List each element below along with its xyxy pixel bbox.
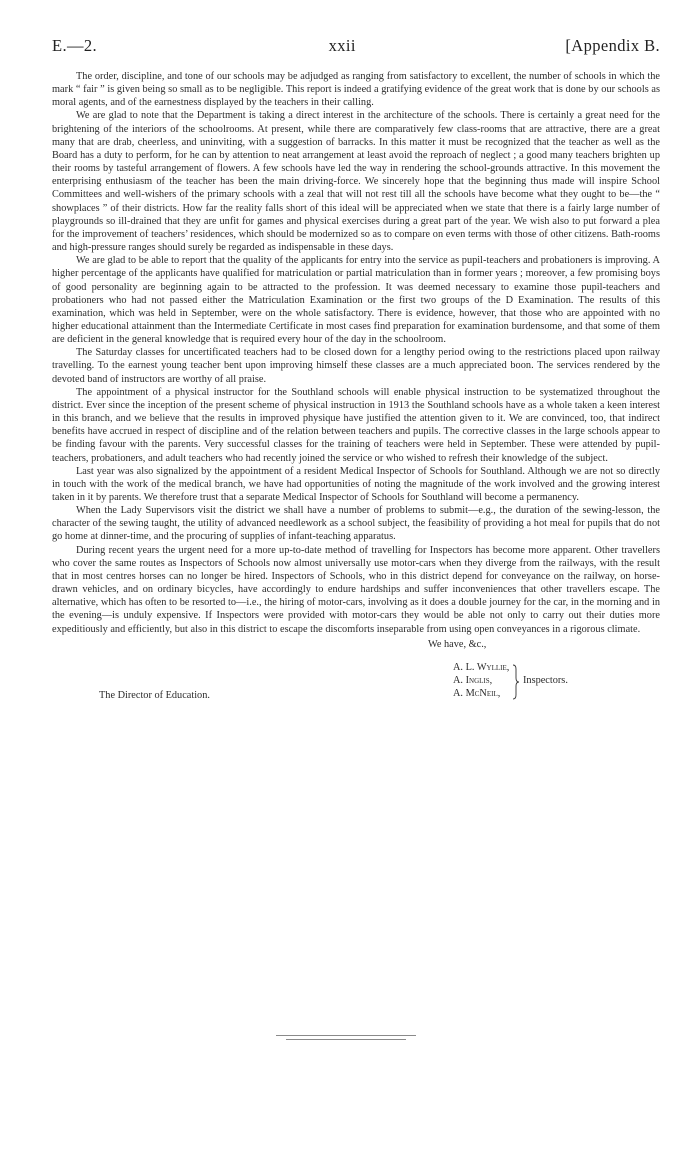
end-rule-short bbox=[286, 1039, 406, 1040]
closing-block bbox=[52, 636, 660, 710]
paragraph-travelling: During recent years the urgent need for a more up-to-date method of travelling for Inspectors has become more apparent. Other travellers who cover the same routes as Inspectors of Schools now almost universally use motor-cars when they diverge from the railways, with the result that in most centres horses can no longer be hired. Inspectors of Schools, who in this district depend for conveyance on the railway, on horse-drawn vehicles, and on ordinary bicycles, have accordingly to endure hardships and suffer inconveniences that other travellers escape. The alternative, which has often to be resorted to—i.e., the hiring of motor-cars, involving as it does a double journey for the car, in the morning and in the evening—is unduly expensive. If Inspectors were provided with motor-cars they would be able not only to carry out their duties more expeditiously and efficiently, but also in this district to escape the discomforts inseparable from using open conveyances in a rigorous climate. bbox=[52, 544, 660, 635]
curly-brace-icon bbox=[511, 664, 521, 700]
page-number: xxii bbox=[328, 36, 356, 55]
paragraph-physical-instruction: The appointment of a physical instructor for the Southland schools will enable physical instruction to be systematized throughout the district. Ever since the inception of the present scheme of physical instruction in 1913 the Southland schools have as a whole taken a keen interest in this branch, and we believe that the results in improved physique have justified the attention given to it. We are convinced, too, that indirect benefits have accrued in respect of discipline and of the relation between teachers and pupils. The corrective classes in the large schools appear to be finding favour with the parents. Very successful classes for the training of teachers were held in September. These were attended by pupil-teachers, probationers, and adult teachers who had recently joined the service or who wished to refresh their knowledge of the subject. bbox=[52, 386, 660, 464]
end-rule bbox=[276, 1035, 416, 1036]
paragraph-school-architecture: We are glad to note that the Department is taking a direct interest in the architecture of the schools. There is certainly a great need for the brightening of the interiors of the schoolrooms. At present, while there are comparatively few class-rooms that are attractive, there are a great many that are drab, cheerless, and uninviting, with a suggestion of barracks. In this matter it must be recognized that the teacher as well as the Board has a duty to perform, for he can by attention to neat arrangement at least avoid the reproach of neglect ; a good many teachers brighten up their rooms by tasteful arrangement of flowers. A few schools have led the way in rendering the school-grounds attractive. In this movement the enterprising enthusiasm of the teacher has been the main driving-force. We sincerely hope that the beginning thus made will inspire School Committees and well-wishers of the primary schools with a zeal that will not rest till all the schools have become what they ought to be—the “ showplaces ” of their districts. How far the reality falls short of this ideal will be appreciated when we state that there is a fairly large number of playgrounds so ill-drained that they are unfit for games and physical exercises during a great part of the year. We wish also to put forward a plea for the improvement of teachers’ residences, which should be modernized so as to compare on even terms with those of other citizens. Bath-rooms and high-pressure ranges should surely be regarded as indispensable in these days. bbox=[52, 110, 660, 254]
running-header bbox=[52, 36, 660, 56]
header-right: [Appendix B. bbox=[565, 36, 660, 55]
header-left: E.—2. bbox=[52, 36, 98, 55]
salutation: We have, &c., bbox=[428, 638, 487, 650]
paragraph-saturday-classes: The Saturday classes for uncertificated teachers had to be closed down for a lengthy period owing to the restrictions placed upon railway travelling. To the earnest young teacher bent upon improving himself these classes are a much appreciated boon. The services rendered by the devoted band of instructors are worthy of all praise. bbox=[52, 347, 660, 385]
paragraph-lady-supervisors: When the Lady Supervisors visit the district we shall have a number of problems to submit—e.g., the duration of the sewing-lesson, the character of the sewing taught, the utility of advanced needlework as a school subject, the feasibility of providing a hot meal for pupils that do not go home at dinner-time, and the procuring of supplies of infant-teaching apparatus. bbox=[52, 505, 660, 543]
paragraph-pupil-teachers: We are glad to be able to report that the quality of the applicants for entry into the service as pupil-teachers and probationers is improving. A higher percentage of the applicants have qualified for matriculation or partial matriculation than in former years ; moreover, a few promising boys of good personality are beginning again to be attracted to the profession. It was deemed necessary to examine those pupil-teachers and probationers who had not passed either the Matriculation Examination or the first two groups of the D Examination. The results of this examination, which was held in September, were on the whole satisfactory. There is evidence, however, that those who are appointed with no higher educational attainment than the Intermediate Certificate in most cases find preparation for examination burdensome, and that some of them are deficient in the general knowledge that is required every hour of the day in the schoolroom. bbox=[52, 255, 660, 346]
report-body bbox=[52, 70, 660, 636]
signatory-wyllie: A. L. Wyllie, bbox=[453, 661, 510, 673]
signatory-role: Inspectors. bbox=[523, 674, 568, 686]
signatory-mcneil: A. McNeil, bbox=[453, 688, 501, 700]
paragraph-medical-inspector: Last year was also signalized by the appointment of a resident Medical Inspector of Schools for Southland. Although we are not so directly in touch with the work of the medical branch, we have had opportunities of noting the magnitude of the work involved and the growing interest taken in it by parents. We therefore trust that a separate Medical Inspector of Schools for Southland will become a permanency. bbox=[52, 465, 660, 503]
signatories bbox=[453, 661, 509, 701]
signatory-inglis: A. Inglis, bbox=[453, 674, 493, 686]
addressee: The Director of Education. bbox=[99, 689, 210, 701]
paragraph-order-discipline: The order, discipline, and tone of our schools may be adjudged as ranging from satisfactory to excellent, the number of schools in which the mark “ fair ” is given being so small as to be negligible. This report is indeed a gratifying evidence of the great work that is done by our schools as moral agents, and of the earnestness displayed by the teachers in their calling. bbox=[52, 71, 660, 109]
